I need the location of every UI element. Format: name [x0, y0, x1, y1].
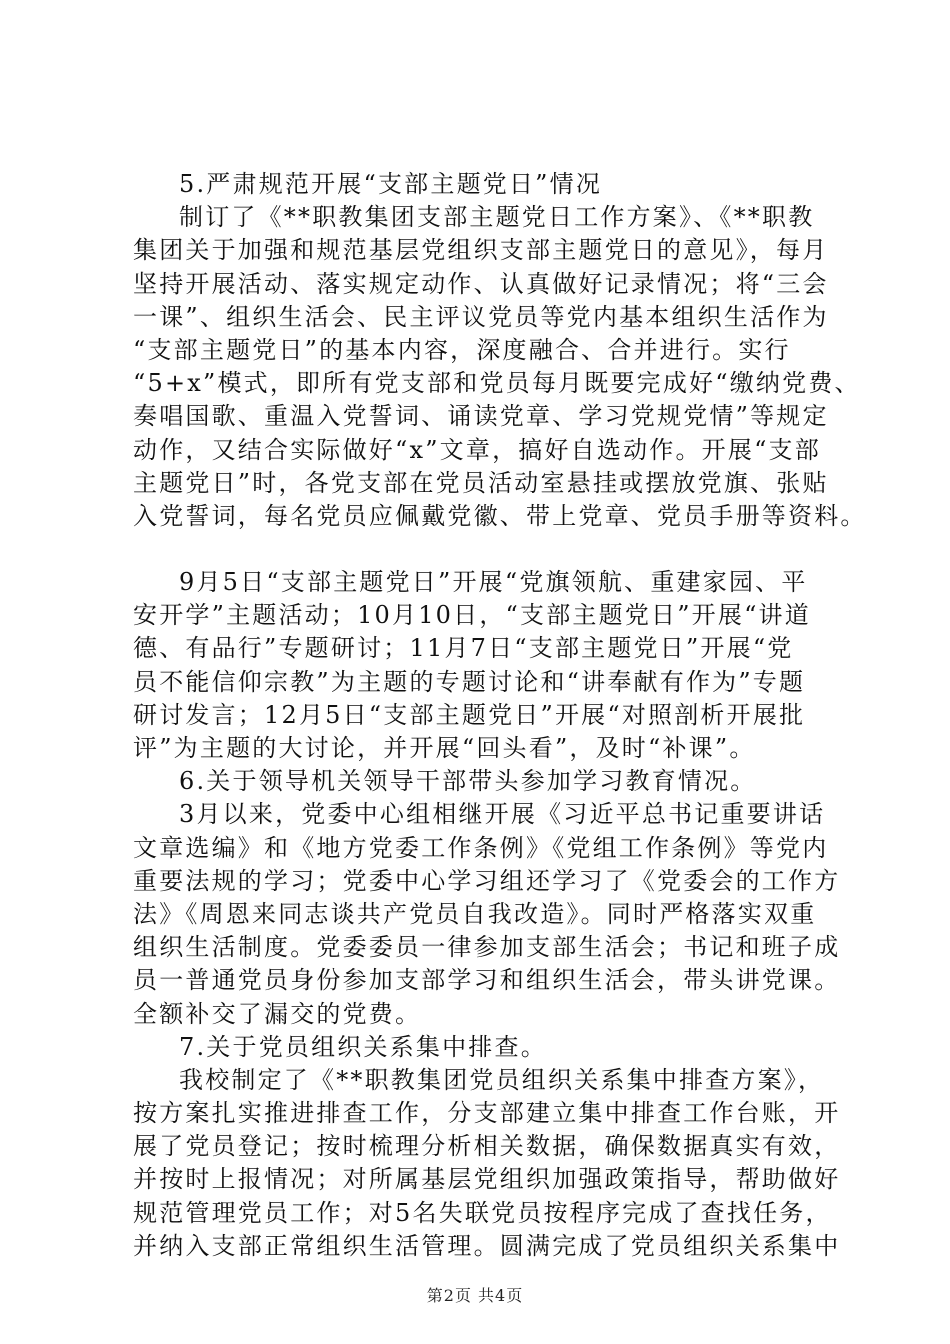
- heading-5: [133, 168, 823, 201]
- text-line: 我校制定了《**职教集团党员组织关系集中排查方案》，: [179, 1065, 825, 1094]
- text-line: 按方案扎实推进排查工作，分支部建立集中排查工作台账，开: [133, 1099, 841, 1128]
- text-line: 9月5日“支部主题党日”开展“党旗领航、重建家园、平: [179, 568, 808, 597]
- text-line: 6.关于领导机关领导干部带头参加学习教育情况。: [179, 767, 757, 796]
- text-line: 集团关于加强和规范基层党组织支部主题党日的意见》，每月: [133, 236, 829, 265]
- text-line: 一课”、组织生活会、民主评议党员等党内基本组织生活作为: [133, 302, 829, 331]
- text-line: 安开学”主题活动；10月10日，“支部主题党日”开展“讲道: [133, 601, 811, 630]
- text-line: 制订了《**职教集团支部主题党日工作方案》、《**职教: [179, 203, 815, 232]
- text-line: 员不能信仰宗教”为主题的专题讨论和“讲奉献有作为”专题: [133, 667, 806, 696]
- document-body: [133, 168, 867, 1263]
- text-line: 研讨发言；12月5日“支部主题党日”开展“对照剖析开展批: [133, 700, 806, 729]
- text-line: 重要法规的学习；党委中心学习组还学习了《党委会的工作方: [133, 866, 841, 895]
- page-number-footer: 第2页 共4页: [426, 1286, 524, 1305]
- text-line: 规范管理党员工作；对5名失联党员按程序完成了查找任务，: [133, 1198, 832, 1227]
- paragraph-dates: [133, 566, 823, 765]
- text-line: 主题党日”时，各党支部在党员活动室悬挂或摆放党旗、张贴: [133, 468, 829, 497]
- text-line: “5+x”模式，即所有党支部和党员每月既要完成好“缴纳党费、: [133, 369, 861, 398]
- text-line: 评”为主题的大讨论，并开展“回头看”，及时“补课”。: [133, 734, 756, 762]
- text-line: 坚持开展活动、落实规定动作、认真做好记录情况；将“三会: [133, 269, 829, 298]
- paragraph-7-body: [133, 1064, 841, 1263]
- paragraph-gap: [133, 533, 823, 566]
- paragraph-6-body: [133, 798, 841, 1030]
- text-line: 员一普通党员身份参加支部学习和组织生活会，带头讲党课。: [133, 966, 841, 995]
- text-line: 动作，又结合实际做好“x”文章，搞好自选动作。开展“支部: [133, 435, 821, 464]
- text-line: 组织生活制度。党委委员一律参加支部生活会；书记和班子成: [133, 933, 841, 962]
- heading-6: [133, 765, 823, 798]
- text-line: 文章选编》和《地方党委工作条例》《党组工作条例》等党内: [133, 833, 829, 862]
- heading-7: [133, 1031, 823, 1064]
- text-line: 德、有品行”专题研讨；11月7日“支部主题党日”开展“党: [133, 634, 794, 663]
- paragraph-5-body: [133, 201, 867, 533]
- text-line: “支部主题党日”的基本内容，深度融合、合并进行。实行: [133, 335, 791, 364]
- text-line: 并按时上报情况；对所属基层党组织加强政策指导，帮助做好: [133, 1165, 841, 1194]
- text-line: 3月以来，党委中心组相继开展《习近平总书记重要讲话: [179, 800, 826, 829]
- text-line: 法》《周恩来同志谈共产党员自我改造》。同时严格落实双重: [133, 899, 817, 928]
- text-line: 全额补交了漏交的党费。: [133, 999, 422, 1028]
- text-line: 展了党员登记；按时梳理分析相关数据，确保数据真实有效，: [133, 1132, 841, 1161]
- text-line: 并纳入支部正常组织生活管理。圆满完成了党员组织关系集中: [133, 1231, 841, 1260]
- text-line: 入党誓词，每名党员应佩戴党徽、带上党章、党员手册等资料。: [133, 501, 867, 530]
- text-line: 7.关于党员组织关系集中排查。: [179, 1032, 547, 1061]
- text-line: 5.严肃规范开展“支部主题党日”情况: [179, 170, 603, 198]
- text-line: 奏唱国歌、重温入党誓词、诵读党章、学习党规党情”等规定: [133, 402, 829, 431]
